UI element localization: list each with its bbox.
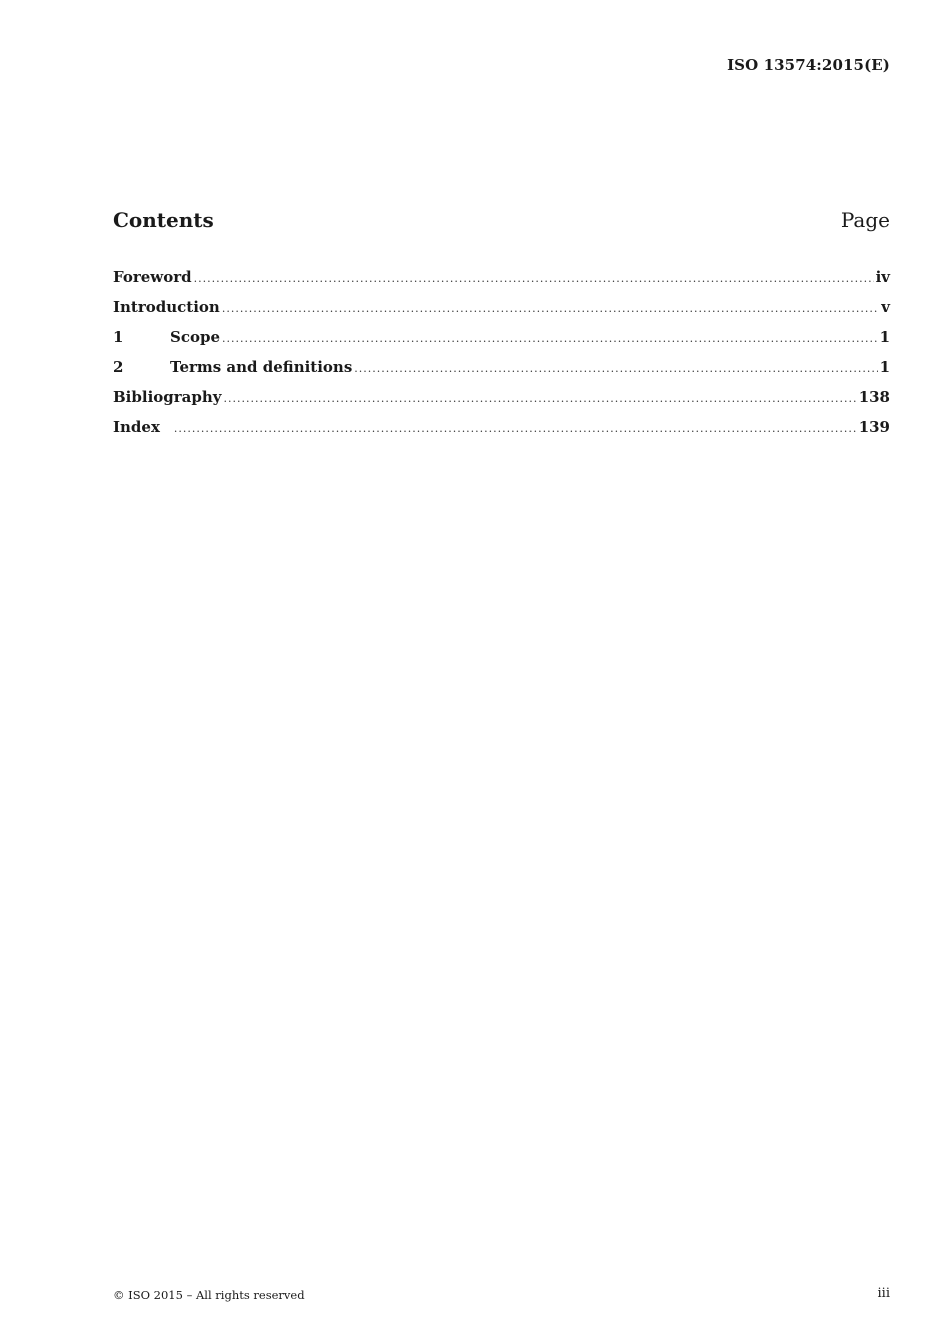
toc-entry-page: v [881,298,890,316]
toc-leader-dots [222,332,878,345]
toc-entry-page: 1 [879,358,890,376]
toc-entry-terms-and-definitions[interactable] [113,358,890,388]
toc-entry-introduction[interactable] [113,298,890,328]
toc-leader-dots [354,362,877,375]
toc-entry-title: Index [113,418,160,436]
toc-entry-foreword[interactable] [113,268,890,298]
toc-entry-number: 1 [113,328,124,346]
toc-entry-title: Introduction [113,298,220,316]
contents-header [113,208,890,232]
toc-leader-dots [222,302,879,315]
toc-entry-scope[interactable] [113,328,890,358]
toc-leader-dots [194,272,874,285]
toc-entry-page: 139 [858,418,890,436]
contents-title: Contents [113,208,214,232]
page-column-label: Page [840,208,890,232]
toc-entry-page: 138 [858,388,890,406]
toc-entry-title: Scope [170,328,221,346]
footer-copyright: © ISO 2015 – All rights reserved [113,1288,305,1302]
toc-entry-title: Foreword [113,268,192,286]
toc-entry-number: 2 [113,358,124,376]
footer-page-number: iii [877,1286,890,1301]
toc-leader-dots [174,422,857,435]
toc-entry-page: 1 [879,328,890,346]
toc-entry-index[interactable] [113,418,890,448]
toc-entry-title: Terms and definitions [170,358,353,376]
toc-entry-title: Bibliography [113,388,222,406]
toc-entry-bibliography[interactable] [113,388,890,418]
toc-leader-dots [224,392,857,405]
toc-entry-page: iv [875,268,890,286]
document-identifier: ISO 13574:2015(E) [727,56,890,74]
table-of-contents [113,268,890,448]
